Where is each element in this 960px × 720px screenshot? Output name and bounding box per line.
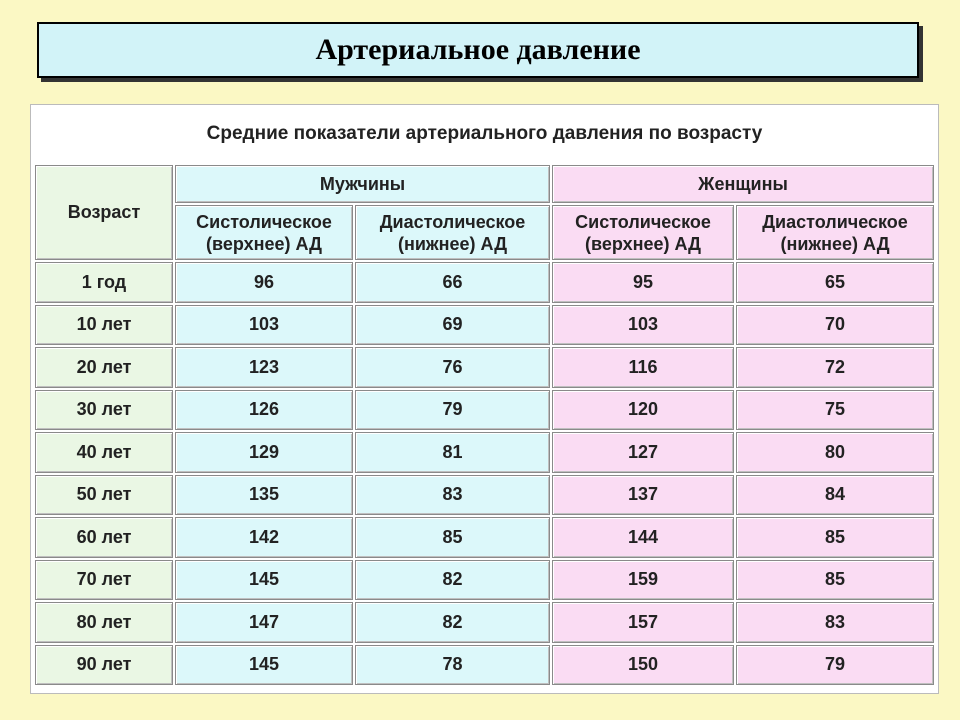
age-cell: 10 лет <box>35 305 173 346</box>
men-group-header: Мужчины <box>175 165 550 203</box>
bp-table-panel <box>30 104 939 694</box>
men-systolic-cell: 129 <box>175 432 353 473</box>
table-row <box>35 517 934 558</box>
men-systolic-cell: 145 <box>175 560 353 601</box>
age-cell: 50 лет <box>35 475 173 516</box>
bp-table <box>33 163 936 687</box>
women-diastolic-header: Диастолическое (нижнее) АД <box>736 205 934 260</box>
women-systolic-cell: 127 <box>552 432 734 473</box>
men-systolic-cell: 142 <box>175 517 353 558</box>
women-systolic-cell: 144 <box>552 517 734 558</box>
age-cell: 30 лет <box>35 390 173 431</box>
men-diastolic-cell: 82 <box>355 602 550 643</box>
men-diastolic-cell: 82 <box>355 560 550 601</box>
women-diastolic-cell: 85 <box>736 517 934 558</box>
women-group-header: Женщины <box>552 165 934 203</box>
slide-title: Артериальное давление <box>315 33 641 66</box>
age-cell: 80 лет <box>35 602 173 643</box>
women-systolic-header: Систолическое (верхнее) АД <box>552 205 734 260</box>
women-systolic-cell: 159 <box>552 560 734 601</box>
age-cell: 20 лет <box>35 347 173 388</box>
men-systolic-cell: 123 <box>175 347 353 388</box>
age-cell: 70 лет <box>35 560 173 601</box>
women-systolic-cell: 157 <box>552 602 734 643</box>
women-systolic-cell: 116 <box>552 347 734 388</box>
women-diastolic-cell: 79 <box>736 645 934 686</box>
women-diastolic-cell: 83 <box>736 602 934 643</box>
men-diastolic-cell: 85 <box>355 517 550 558</box>
women-systolic-cell: 150 <box>552 645 734 686</box>
slide-title-box <box>37 22 919 78</box>
age-cell: 60 лет <box>35 517 173 558</box>
men-systolic-cell: 103 <box>175 305 353 346</box>
table-row <box>35 645 934 686</box>
women-diastolic-cell: 85 <box>736 560 934 601</box>
table-row <box>35 262 934 303</box>
age-cell: 90 лет <box>35 645 173 686</box>
table-row <box>35 305 934 346</box>
women-diastolic-cell: 75 <box>736 390 934 431</box>
table-row <box>35 432 934 473</box>
table-caption: Средние показатели артериального давления по возрасту <box>206 123 763 144</box>
age-column-header: Возраст <box>35 165 173 260</box>
men-systolic-header: Систолическое (верхнее) АД <box>175 205 353 260</box>
men-diastolic-cell: 78 <box>355 645 550 686</box>
age-cell: 1 год <box>35 262 173 303</box>
women-systolic-cell: 103 <box>552 305 734 346</box>
women-diastolic-cell: 80 <box>736 432 934 473</box>
table-row <box>35 560 934 601</box>
men-systolic-cell: 126 <box>175 390 353 431</box>
women-diastolic-cell: 84 <box>736 475 934 516</box>
men-systolic-cell: 96 <box>175 262 353 303</box>
men-diastolic-cell: 76 <box>355 347 550 388</box>
table-row <box>35 390 934 431</box>
men-diastolic-cell: 69 <box>355 305 550 346</box>
men-diastolic-cell: 81 <box>355 432 550 473</box>
men-systolic-cell: 147 <box>175 602 353 643</box>
men-systolic-cell: 145 <box>175 645 353 686</box>
women-systolic-cell: 95 <box>552 262 734 303</box>
men-diastolic-cell: 83 <box>355 475 550 516</box>
women-diastolic-cell: 70 <box>736 305 934 346</box>
women-systolic-cell: 120 <box>552 390 734 431</box>
age-cell: 40 лет <box>35 432 173 473</box>
table-row <box>35 475 934 516</box>
women-systolic-cell: 137 <box>552 475 734 516</box>
men-diastolic-header: Диастолическое (нижнее) АД <box>355 205 550 260</box>
men-diastolic-cell: 79 <box>355 390 550 431</box>
men-diastolic-cell: 66 <box>355 262 550 303</box>
table-row <box>35 602 934 643</box>
women-diastolic-cell: 65 <box>736 262 934 303</box>
table-row <box>35 347 934 388</box>
women-diastolic-cell: 72 <box>736 347 934 388</box>
men-systolic-cell: 135 <box>175 475 353 516</box>
